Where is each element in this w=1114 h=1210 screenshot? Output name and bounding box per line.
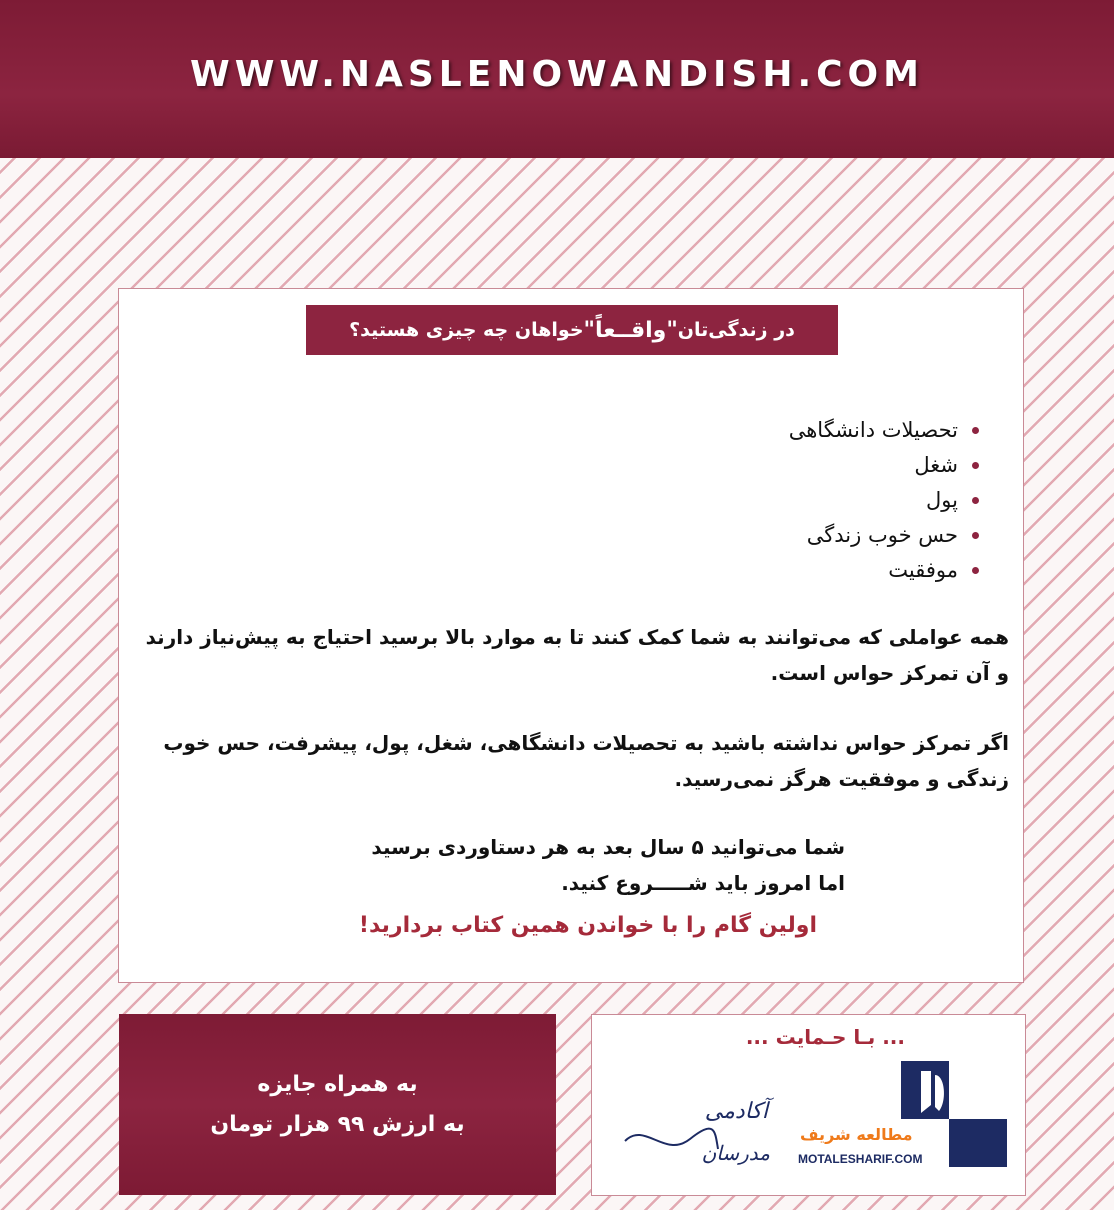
- bullet-dot-icon: [972, 462, 979, 469]
- motale-sharif-name: مطالعه شریف: [800, 1125, 913, 1144]
- question-emphasis: "واقــعاً": [583, 317, 678, 343]
- academy-modaresan-logo: [620, 1099, 770, 1179]
- list-item: پول: [789, 483, 979, 518]
- list-item: موفقیت: [789, 553, 979, 588]
- website-url: WWW.NASLENOWANDISH.COM: [190, 53, 924, 95]
- sponsor-box: [591, 1014, 1026, 1196]
- prize-line-2: به ارزش ۹۹ هزار تومان: [210, 1111, 465, 1137]
- list-item: شغل: [789, 448, 979, 483]
- closing-statement: [371, 829, 845, 901]
- prize-line-1: به همراه جایزه: [257, 1071, 418, 1097]
- sponsor-title: ... بـا حـمایت ...: [745, 1025, 905, 1049]
- main-content-box: [118, 288, 1024, 983]
- site-header: [0, 0, 1114, 158]
- list-item: تحصیلات دانشگاهی: [789, 413, 979, 448]
- question-prefix: در زندگی‌تان: [677, 319, 795, 341]
- call-to-action: اولین گام را با خواندن همین کتاب بردارید!: [358, 913, 817, 938]
- paragraph-prerequisite: همه عواملی که می‌توانند به شما کمک کنند تا به موارد بالا برسید احتیاج به پیش‌نیاز دارند و آن تمرکز حواس است.: [145, 625, 1009, 685]
- question-banner: [306, 305, 838, 355]
- modaresan-label: مدرسان: [701, 1141, 770, 1165]
- bullet-dot-icon: [972, 427, 979, 434]
- motale-sharif-url: MOTALESHARIF.COM: [798, 1152, 923, 1166]
- academy-label: آکادمی: [704, 1099, 768, 1124]
- question-suffix: خواهان چه چیزی هستید؟: [349, 319, 584, 341]
- prize-box: [119, 1014, 556, 1195]
- paragraph-focus: اگر تمرکز حواس نداشته باشید به تحصیلات دانشگاهی، شغل، پول، پیشرفت، حس خوب زندگی و موفقیت هرگز نمی‌رسید.: [163, 731, 1009, 791]
- closing-line-1: شما می‌توانید ۵ سال بعد به هر دستاوردی برسید: [371, 835, 845, 859]
- bullet-dot-icon: [972, 532, 979, 539]
- goals-list: [789, 413, 979, 588]
- list-item: حس خوب زندگی: [789, 518, 979, 553]
- closing-line-2: اما امروز باید شـــــروع کنید.: [561, 871, 845, 895]
- bullet-dot-icon: [972, 567, 979, 574]
- bullet-dot-icon: [972, 497, 979, 504]
